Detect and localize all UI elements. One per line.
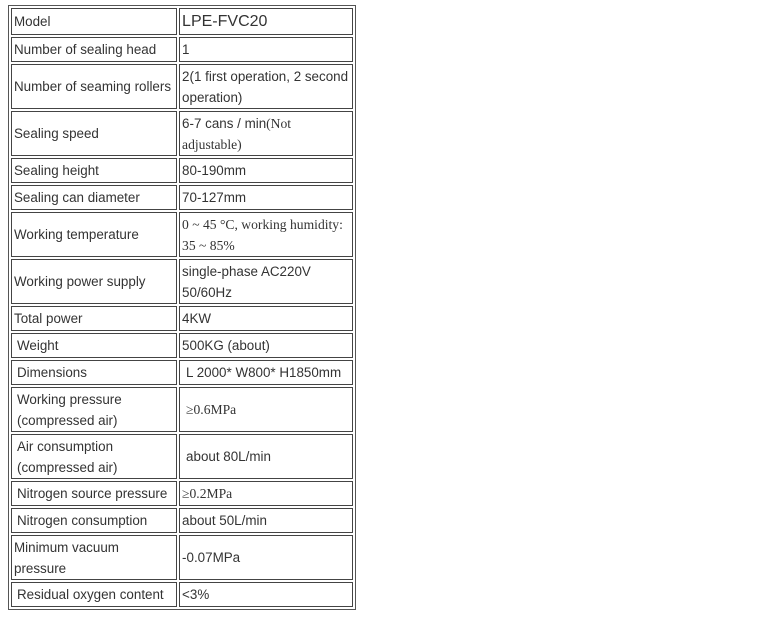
row-value: <3%	[179, 582, 353, 607]
row-label: Working temperature	[11, 212, 177, 257]
spec-table	[8, 5, 356, 610]
table-row	[11, 360, 353, 385]
row-label: Weight	[11, 333, 177, 358]
row-label: Model	[11, 8, 177, 35]
row-label: Working pressure (compressed air)	[11, 387, 177, 432]
table-row	[11, 333, 353, 358]
table-row	[11, 185, 353, 210]
row-label: Dimensions	[11, 360, 177, 385]
row-value: about 50L/min	[179, 508, 353, 533]
row-label: Working power supply	[11, 259, 177, 304]
table-row	[11, 64, 353, 109]
row-value: 70-127mm	[179, 185, 353, 210]
row-value: 4KW	[179, 306, 353, 331]
row-value: ≥0.2MPa	[179, 481, 353, 506]
row-label: Sealing height	[11, 158, 177, 183]
table-row	[11, 535, 353, 580]
row-value: single-phase AC220V 50/60Hz	[179, 259, 353, 304]
table-row	[11, 434, 353, 479]
speed-value: 6-7 cans / min	[182, 115, 267, 131]
speed-note: (Not adjustable)	[182, 115, 292, 152]
table-row	[11, 8, 353, 35]
row-value: L 2000* W800* H1850mm	[179, 360, 353, 385]
table-row	[11, 111, 353, 156]
row-value: 2(1 first operation, 2 second operation)	[179, 64, 353, 109]
table-row	[11, 582, 353, 607]
table-row	[11, 508, 353, 533]
table-row	[11, 212, 353, 257]
row-value: 1	[179, 37, 353, 62]
row-label: Nitrogen consumption	[11, 508, 177, 533]
humidity-value: , working humidity: 35 ~ 85%	[182, 216, 343, 253]
table-row	[11, 37, 353, 62]
row-value: about 80L/min	[179, 434, 353, 479]
row-value: 500KG (about)	[179, 333, 353, 358]
table-row	[11, 306, 353, 331]
table-row	[11, 387, 353, 432]
row-label: Minimum vacuum pressure	[11, 535, 177, 580]
table-row	[11, 481, 353, 506]
row-label: Number of sealing head	[11, 37, 177, 62]
row-value: ≥0.6MPa	[179, 387, 353, 432]
table-row	[11, 259, 353, 304]
temperature-value: 0 ~ 45 °C	[182, 216, 235, 232]
row-value	[179, 111, 353, 156]
row-label: Sealing speed	[11, 111, 177, 156]
row-label: Air consumption (compressed air)	[11, 434, 177, 479]
row-label: Number of seaming rollers	[11, 64, 177, 109]
row-label: Nitrogen source pressure	[11, 481, 177, 506]
row-label: Sealing can diameter	[11, 185, 177, 210]
row-value: LPE-FVC20	[179, 8, 353, 35]
row-label: Total power	[11, 306, 177, 331]
table-row	[11, 158, 353, 183]
row-value: -0.07MPa	[179, 535, 353, 580]
row-value: 80-190mm	[179, 158, 353, 183]
row-label: Residual oxygen content	[11, 582, 177, 607]
row-value	[179, 212, 353, 257]
